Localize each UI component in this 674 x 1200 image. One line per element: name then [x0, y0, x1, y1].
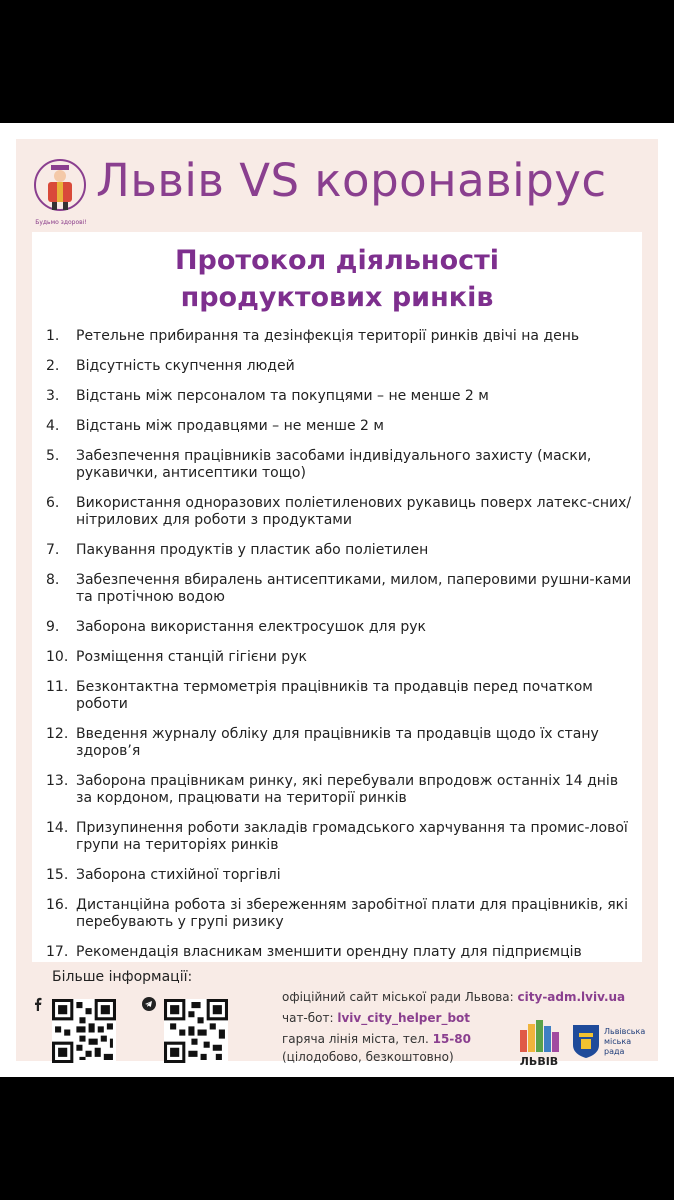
item-number: 13.	[46, 773, 69, 789]
city-logo-icon	[32, 157, 88, 217]
list-item	[46, 726, 636, 760]
list-item	[46, 388, 636, 405]
item-text: Відстань між продавцями – не менше 2 м	[76, 418, 384, 434]
document-subtitle	[32, 242, 642, 316]
council-line-1: Львівська	[604, 1027, 646, 1036]
item-text: Заборона використання електросушок для рук	[76, 619, 426, 635]
list-item	[46, 619, 636, 636]
item-text: Відсутність скупчення людей	[76, 358, 295, 374]
item-number: 10.	[46, 649, 69, 665]
list-item	[46, 448, 636, 482]
item-number: 5.	[46, 448, 60, 464]
item-text: Забезпечення працівників засобами індивідуального захисту (маски, рукавички, антисептики тощо)	[76, 448, 592, 481]
list-item	[46, 867, 636, 884]
list-item	[46, 418, 636, 435]
item-number: 7.	[46, 542, 60, 558]
item-number: 8.	[46, 572, 60, 588]
facebook-icon[interactable]	[31, 997, 45, 1011]
poster-frame	[16, 139, 658, 1068]
list-item	[46, 897, 636, 931]
item-text: Використання одноразових поліетиленових рукавиць поверх латекс-сних/нітрилових для роботи з продуктами	[76, 495, 632, 528]
item-text: Заборона стихійної торгівлі	[76, 867, 281, 883]
qr-code-icon[interactable]	[164, 999, 228, 1063]
item-text: Безконтактна термометрія працівників та продавців перед початком роботи	[76, 679, 593, 712]
council-label	[604, 1027, 664, 1057]
list-item	[46, 820, 636, 854]
more-info-label: Більше інформації:	[52, 969, 193, 985]
item-text: Розміщення станцій гігієни рук	[76, 649, 307, 665]
item-number: 6.	[46, 495, 60, 511]
footer-site-line	[282, 987, 662, 1008]
telegram-icon[interactable]	[142, 997, 156, 1011]
item-number: 17.	[46, 944, 69, 960]
item-text: Введення журналу обліку для працівників та продавців щодо їх стану здоров’я	[76, 726, 599, 759]
item-number: 4.	[46, 418, 60, 434]
subtitle-line-2: продуктових ринків	[180, 282, 494, 313]
list-item	[46, 328, 636, 345]
item-number: 16.	[46, 897, 69, 913]
council-line-3: рада	[604, 1047, 625, 1056]
item-text: Рекомендація власникам зменшити орендну плату для підприємців	[76, 944, 582, 960]
item-number: 9.	[46, 619, 60, 635]
item-text: Призупинення роботи закладів громадського харчування та промис-лової групи на територіях ринків	[76, 820, 628, 853]
item-text: Заборона працівникам ринку, які перебували впродовж останніх 14 днів за кордоном, працювати на території ринків	[76, 773, 619, 806]
list-item	[46, 944, 636, 961]
list-item	[46, 773, 636, 807]
list-item	[46, 358, 636, 375]
footer-bot-line	[282, 1008, 662, 1029]
bot-prefix: чат-бот:	[282, 1011, 338, 1025]
bot-link[interactable]: lviv_city_helper_bot	[337, 1011, 471, 1025]
list-item	[46, 542, 636, 559]
hotline-prefix: гаряча лінія міста, тел.	[282, 1032, 433, 1046]
item-text: Забезпечення вбиралень антисептиками, милом, паперовими рушни-ками та протічною водою	[76, 572, 632, 605]
lviv-logo-text: ЛЬВІВ	[519, 1055, 559, 1068]
qr-code-icon[interactable]	[52, 999, 116, 1063]
list-item	[46, 679, 636, 713]
item-text: Ретельне прибирання та дезінфекція території ринків двічі на день	[76, 328, 580, 344]
site-link[interactable]: city-adm.lviv.ua	[517, 990, 626, 1004]
protocol-list	[46, 328, 636, 961]
hotline-note: (цілодобово, безкоштовно)	[282, 1050, 454, 1064]
item-number: 14.	[46, 820, 69, 836]
council-line-2: міська	[604, 1037, 632, 1046]
council-crest-icon	[571, 1023, 601, 1059]
site-prefix: офіційний сайт міської ради Львова:	[282, 990, 518, 1004]
item-number: 1.	[46, 328, 60, 344]
item-text: Пакування продуктів у пластик або поліетилен	[76, 542, 429, 558]
item-text: Відстань між персоналом та покупцями – не менше 2 м	[76, 388, 489, 404]
subtitle-line-1: Протокол діяльності	[174, 245, 500, 276]
lviv-city-logo-icon	[516, 1016, 562, 1070]
item-number: 2.	[46, 358, 60, 374]
page-title: Львів VS коронавірус	[96, 154, 607, 207]
item-number: 12.	[46, 726, 69, 742]
logo-caption: Будьмо здорові!	[35, 219, 87, 226]
list-item	[46, 495, 636, 529]
content-panel	[32, 232, 642, 962]
item-text: Дистанційна робота зі збереженням заробітної плати для працівників, які перебувають у групі ризику	[76, 897, 629, 930]
poster	[0, 123, 674, 1077]
list-item	[46, 649, 636, 666]
item-number: 3.	[46, 388, 60, 404]
hotline-number[interactable]: 15-80	[432, 1032, 471, 1046]
item-number: 11.	[46, 679, 69, 695]
item-number: 15.	[46, 867, 69, 883]
list-item	[46, 572, 636, 606]
